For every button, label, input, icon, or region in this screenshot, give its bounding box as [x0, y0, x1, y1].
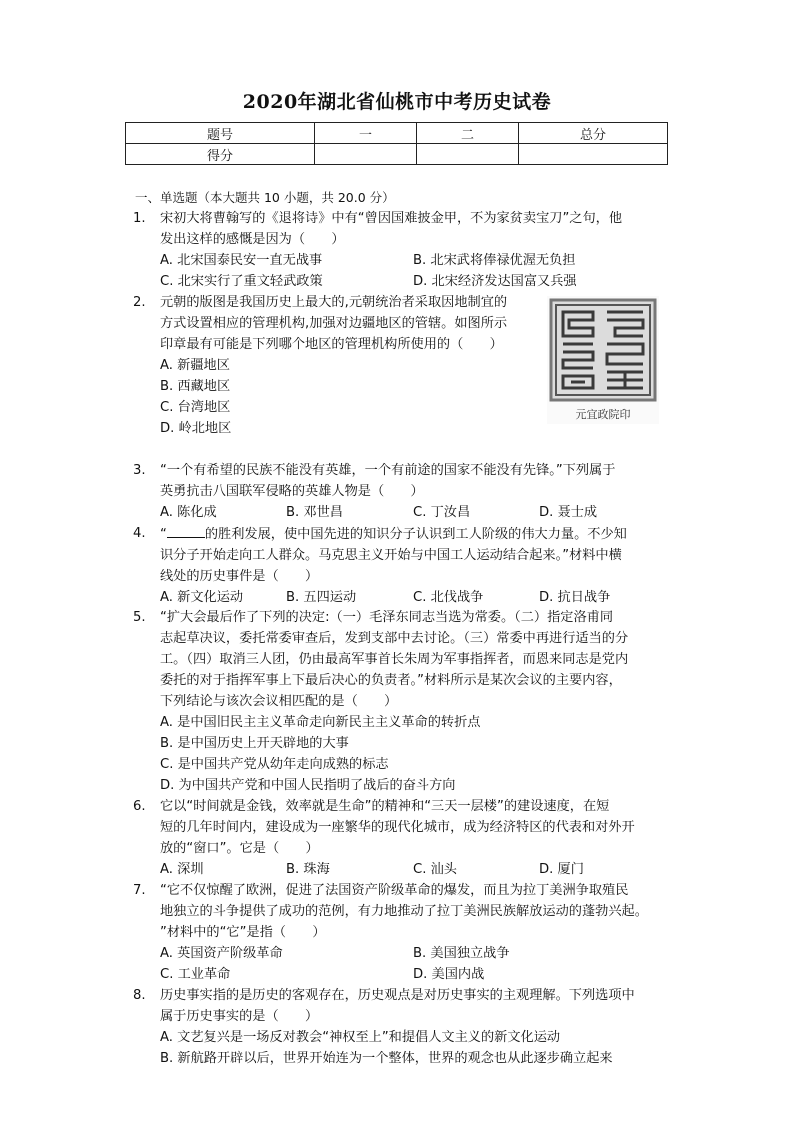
question-number: 3.: [133, 463, 146, 478]
question-text-line: 英勇抗击八国联军侵略的英雄人物是（ ）: [160, 484, 424, 499]
blank-line: [167, 523, 205, 538]
option-b[interactable]: B. 是中国历史上开天辟地的大事: [160, 736, 349, 751]
score-cell: 二: [417, 123, 519, 144]
option-a[interactable]: A. 北宋国泰民安一直无战事: [160, 253, 323, 268]
option-c[interactable]: C. 是中国共产党从幼年走向成熟的标志: [160, 757, 389, 772]
option-b[interactable]: B. 邓世昌: [286, 505, 343, 520]
question-number: 2.: [133, 295, 146, 310]
question-text-line: 放的“窗口”。它是（ ）: [160, 841, 319, 856]
question-text-line: 历史事实指的是历史的客观存在，历史观点是对历史事实的主观理解。下列选项中: [160, 988, 635, 1003]
option-a[interactable]: A. 英国资产阶级革命: [160, 946, 283, 961]
seal-icon: [547, 296, 659, 404]
score-cell: [315, 144, 417, 165]
option-c[interactable]: C. 工业革命: [160, 967, 231, 982]
option-c[interactable]: C. 汕头: [413, 862, 457, 877]
option-d[interactable]: D. 为中国共产党和中国人民指明了战后的奋斗方向: [160, 778, 456, 793]
option-d[interactable]: D. 抗日战争: [539, 590, 611, 605]
score-cell: 得分: [126, 144, 315, 165]
yuan-seal-image: [547, 296, 659, 424]
option-a[interactable]: A. 新疆地区: [160, 358, 230, 373]
option-a[interactable]: A. 文艺复兴是一场反对教会“神权至上”和提倡人文主义的新文化运动: [160, 1030, 561, 1045]
question-text-line: 方式设置相应的管理机构,加强对边疆地区的管辖。如图所示: [160, 316, 508, 331]
exam-title: 2020年湖北省仙桃市中考历史试卷: [242, 91, 552, 113]
question-text-line: 它以“时间就是金钱，效率就是生命”的精神和“三天一层楼”的建设速度，在短: [160, 799, 610, 814]
question-text-line: “一个有希望的民族不能没有英雄，一个有前途的国家不能没有先锋。”下列属于: [160, 463, 616, 478]
question-number: 8.: [133, 988, 146, 1003]
question-text-line: 线处的历史事件是（ ）: [160, 569, 319, 584]
question-text-line: 短的几年时间内，建设成为一座繁华的现代化城市，成为经济特区的代表和对外开: [160, 820, 635, 835]
option-d[interactable]: D. 聂士成: [539, 505, 598, 520]
option-b[interactable]: B. 新航路开辟以后，世界开始连为一个整体，世界的观念也从此逐步确立起来: [160, 1051, 613, 1066]
question-number: 4.: [133, 526, 146, 541]
option-a[interactable]: A. 深圳: [160, 862, 204, 877]
score-table-header-row: [126, 123, 668, 144]
option-d[interactable]: D. 美国内战: [413, 967, 485, 982]
question-number: 6.: [133, 799, 146, 814]
question-text-line: [160, 523, 663, 545]
score-cell: 题号: [126, 123, 315, 144]
question-text-line: ”材料中的“它”是指（ ）: [160, 925, 326, 940]
score-table: [125, 122, 668, 165]
score-table-score-row: [126, 144, 668, 165]
question-text-line: “扩大会最后作了下列的决定:（一）毛泽东同志当选为常委。（二）指定洛甫同: [160, 610, 614, 625]
option-c[interactable]: C. 北宋实行了重文轻武政策: [160, 274, 323, 289]
question-3: [133, 460, 663, 523]
question-text-line: 元朝的版图是我国历史上最大的,元朝统治者采取因地制宜的: [160, 295, 508, 310]
option-c[interactable]: C. 台湾地区: [160, 400, 231, 415]
question-text-line: 工。（四）取消三人团，仍由最高军事首长朱周为军事指挥者，而恩来同志是党内: [160, 652, 629, 667]
question-text-line: 属于历史事实的是（ ）: [160, 1009, 319, 1024]
section-header: 一、单选题（本大题共 10 小题，共 20.0 分）: [135, 190, 395, 205]
open-quote: “: [160, 527, 167, 542]
question-1: [133, 208, 663, 292]
seal-caption: 元宜政院印: [575, 408, 631, 421]
question-number: 7.: [133, 883, 146, 898]
question-text-line: 志起草决议，委托常委审查后，发到支部中去讨论。（三）常委中再进行适当的分: [160, 631, 629, 646]
question-text-line: 宋初大将曹翰写的《退将诗》中有“曾因国难披金甲，不为家贫卖宝刀”之句，他: [160, 211, 623, 226]
option-d[interactable]: D. 北宋经济发达国富又兵强: [413, 274, 577, 289]
question-text: 的胜利发展，使中国先进的知识分子认识到工人阶级的伟大力量。不少知: [204, 527, 627, 542]
option-d[interactable]: D. 岭北地区: [160, 421, 232, 436]
option-c[interactable]: C. 北伐战争: [413, 590, 484, 605]
question-number: 5.: [133, 610, 146, 625]
score-cell: [417, 144, 519, 165]
option-a[interactable]: A. 新文化运动: [160, 590, 244, 605]
question-7: [133, 880, 663, 985]
question-text-line: 下列结论与该次会议相匹配的是（ ）: [160, 694, 398, 709]
option-a[interactable]: A. 是中国旧民主主义革命走向新民主主义革命的转折点: [160, 715, 481, 730]
score-cell: 总分: [519, 123, 668, 144]
option-d[interactable]: D. 厦门: [539, 862, 584, 877]
question-text-line: 地独立的斗争提供了成功的范例，有力地推动了拉丁美洲民族解放运动的蓬勃兴起。: [160, 904, 648, 919]
question-text-line: 委托的对于指挥军事上下最后决心的负责者。”材料所示是某次会议的主要内容，: [160, 673, 622, 688]
score-cell: [519, 144, 668, 165]
option-b[interactable]: B. 珠海: [286, 862, 330, 877]
question-6: [133, 796, 663, 880]
question-8: [133, 985, 663, 1069]
option-c[interactable]: C. 丁汝昌: [413, 505, 471, 520]
option-a[interactable]: A. 陈化成: [160, 505, 217, 520]
question-text-line: 印章最有可能是下列哪个地区的管理机构所使用的（ ）: [160, 337, 503, 352]
option-b[interactable]: B. 美国独立战争: [413, 946, 510, 961]
option-b[interactable]: B. 五四运动: [286, 590, 357, 605]
question-text-line: 发出这样的感慨是因为（ ）: [160, 232, 345, 247]
question-text-line: “它不仅惊醒了欧洲，促进了法国资产阶级革命的爆发，而且为拉丁美洲争取殖民: [160, 883, 629, 898]
question-4: [133, 523, 663, 608]
option-b[interactable]: B. 西藏地区: [160, 379, 231, 394]
question-5: [133, 607, 663, 796]
question-text-line: 识分子开始走向工人群众。马克思主义开始与中国工人运动结合起来。”材料中横: [160, 548, 622, 563]
question-number: 1.: [133, 211, 146, 226]
score-cell: 一: [315, 123, 417, 144]
option-b[interactable]: B. 北宋武将俸禄优渥无负担: [413, 253, 576, 268]
